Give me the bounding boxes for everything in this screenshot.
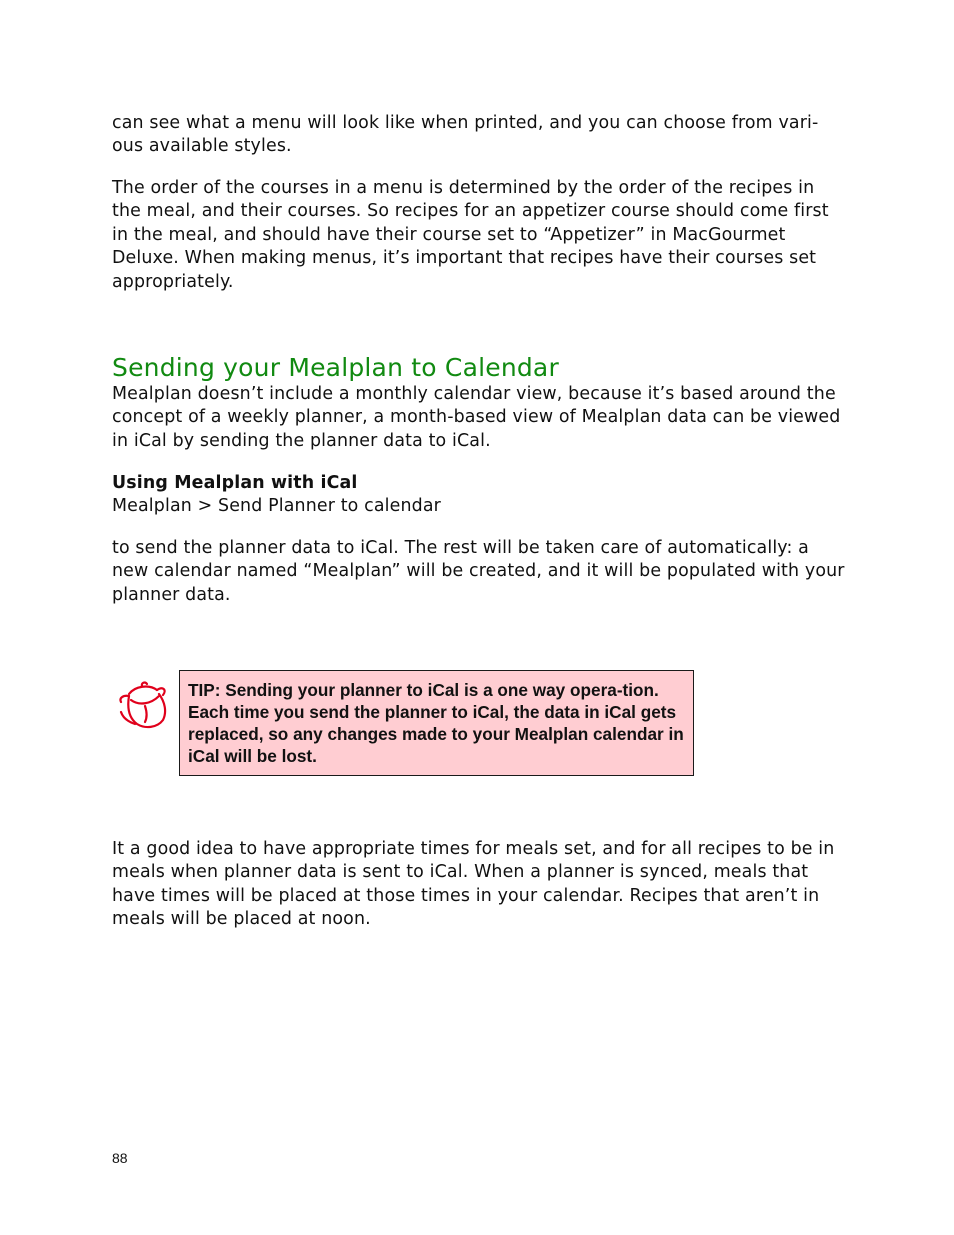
section-intro: Mealplan doesn’t include a monthly calendar view, because it’s based around the concept of a weekly planner, a month-based view of Mealplan data can be viewed in iCal by sending the planner data to iCal. (112, 384, 841, 451)
body-paragraph: can see what a menu will look like when printed, and you can choose from vari-ous available styles. (112, 113, 819, 157)
tip-text: TIP: Sending your planner to iCal is a one way opera-tion. Each time you send the planner to iCal, the data in iCal gets replaced, so any changes made to your Mealplan calendar in iCal will be lost. (188, 680, 684, 766)
subsection-heading: Using Mealplan with iCal (112, 473, 358, 493)
body-paragraph: It a good idea to have appropriate times for meals set, and for all recipes to be in meals when planner data is sent to iCal. When a planner is synced, meals that have times will be placed at those times in your calendar. Recipes that aren’t in meals will be placed at noon. (112, 839, 835, 930)
section-heading: Sending your Mealplan to Calendar (112, 353, 559, 382)
body-paragraph: to send the planner data to iCal. The rest will be taken care of automatically: a new calendar named “Mealplan” will be created, and it will be populated with your planner data. (112, 538, 845, 605)
body-paragraph: The order of the courses in a menu is determined by the order of the recipes in the meal, and their courses. So recipes for an appetizer course should come first in the meal, and should have their course set to “Appetizer” in MacGourmet Deluxe. When making menus, it’s important that recipes have their courses set appropriately. (112, 178, 829, 292)
cooking-pot-icon (115, 678, 173, 734)
page-number: 88 (112, 1150, 128, 1166)
tip-callout (179, 670, 694, 776)
menu-path: Mealplan > Send Planner to calendar (112, 496, 441, 516)
